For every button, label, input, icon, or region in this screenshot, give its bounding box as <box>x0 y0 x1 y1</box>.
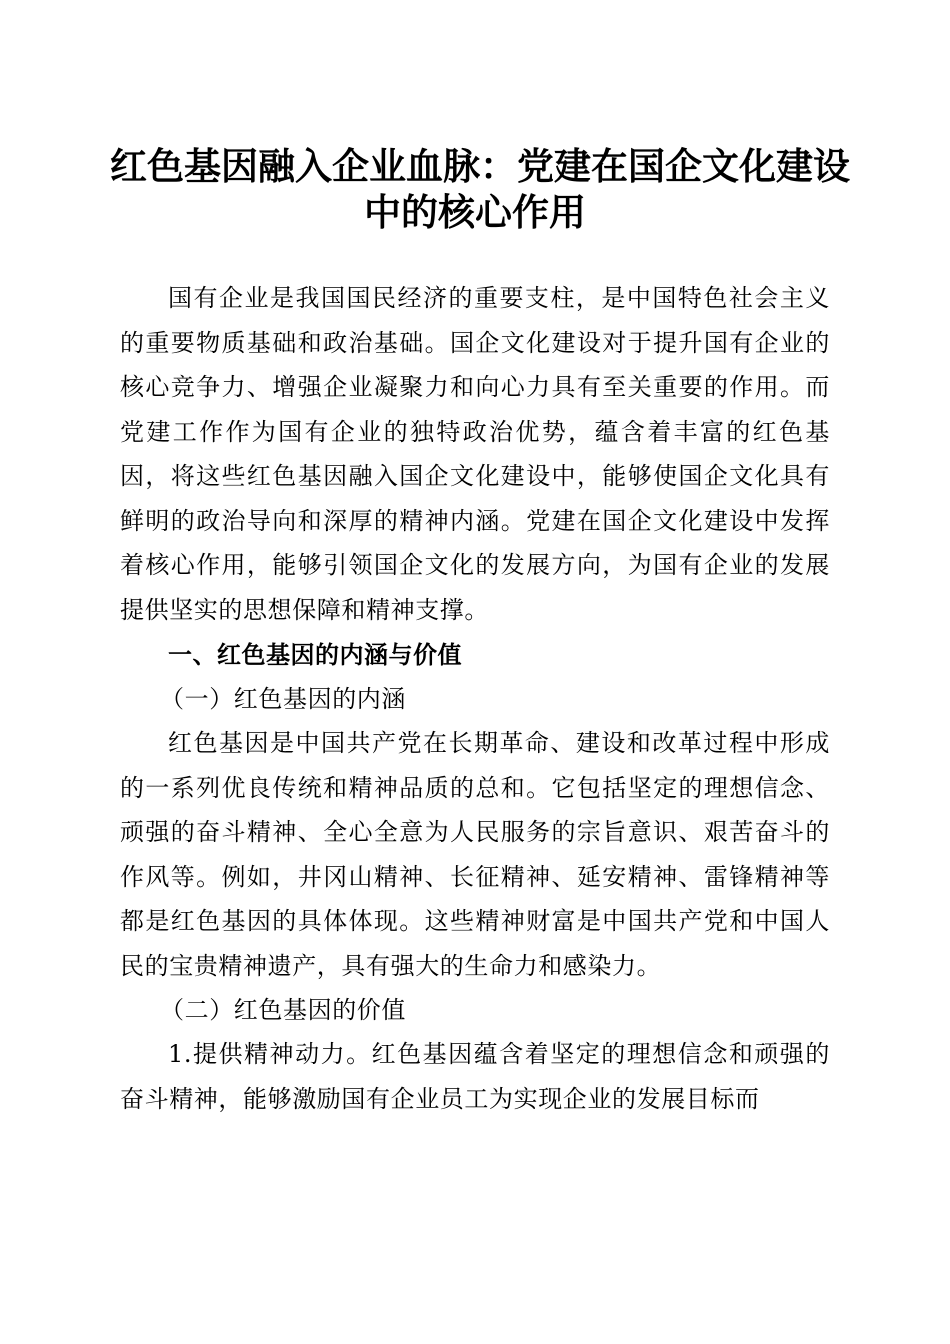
red-gene-connotation-paragraph: 红色基因是中国共产党在长期革命、建设和改革过程中形成的一系列优良传统和精神品质的总和。它包括坚定的理想信念、顽强的奋斗精神、全心全意为人民服务的宗旨意识、艰苦奋斗的作风等。例如，井冈山精神、长征精神、延安精神、雷锋精神等都是红色基因的具体体现。这些精神财富是中国共产党和中国人民的宝贵精神遗产，具有强大的生命力和感染力。 <box>120 729 830 980</box>
intro-paragraph: 国有企业是我国国民经济的重要支柱，是中国特色社会主义的重要物质基础和政治基础。国企文化建设对于提升国有企业的核心竞争力、增强企业凝聚力和向心力具有至关重要的作用。而党建工作作为国有企业的独特政治优势，蕴含着丰富的红色基因，将这些红色基因融入国企文化建设中，能够使国企文化具有鲜明的政治导向和深厚的精神内涵。党建在国企文化建设中发挥着核心作用，能够引领国企文化的发展方向，为国有企业的发展提供坚实的思想保障和精神支撑。 <box>120 284 830 624</box>
subsection-heading-2: （二）红色基因的价值 <box>160 996 406 1024</box>
document-title-line1: 红色基因融入企业血脉：党建在国企文化建设 <box>110 144 850 188</box>
section-heading-1: 一、红色基因的内涵与价值 <box>168 640 462 669</box>
document-title-line2: 中的核心作用 <box>364 190 586 234</box>
subsection-heading-1: （一）红色基因的内涵 <box>160 685 406 713</box>
red-gene-value-paragraph: 1.提供精神动力。红色基因蕴含着坚定的理想信念和顽强的奋斗精神，能够激励国有企业员工为实现企业的发展目标而 <box>120 1040 830 1113</box>
